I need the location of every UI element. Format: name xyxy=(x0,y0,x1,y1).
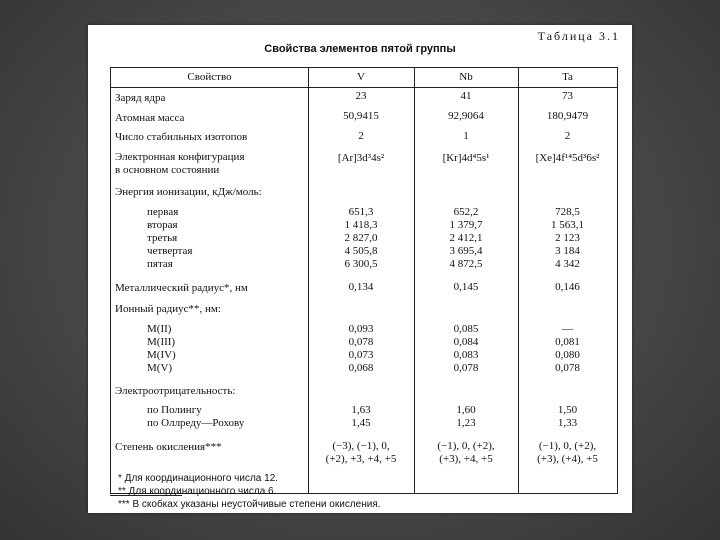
header-property: Свойство xyxy=(187,71,232,83)
row-sublabel: M(V) xyxy=(147,362,173,374)
section-label: Ионный радиус**, нм: xyxy=(115,303,221,315)
cell-ta: — xyxy=(562,323,573,335)
cell-ta: (+3), (+4), +5 xyxy=(537,453,598,465)
cell-v: 651,3 xyxy=(348,206,374,218)
cell-nb: 1 xyxy=(463,130,469,142)
footnote: * Для координационного числа 12. xyxy=(118,473,279,484)
cell-nb: 0,085 xyxy=(453,323,479,335)
table-page xyxy=(88,25,632,513)
row-label: Заряд ядра xyxy=(115,92,166,104)
cell-ta: 1 563,1 xyxy=(551,219,584,231)
row-sublabel: M(III) xyxy=(147,336,176,348)
row-sublabel: пятая xyxy=(147,258,173,270)
table-title: Свойства элементов пятой группы xyxy=(264,43,456,55)
cell-nb: 0,084 xyxy=(453,336,479,348)
cell-v: 4 505,8 xyxy=(344,245,378,257)
cell-nb: [Kr]4d⁴5s¹ xyxy=(442,152,490,164)
row-sublabel: третья xyxy=(147,232,178,244)
cell-ta: 0,078 xyxy=(555,362,580,374)
cell-nb: (+3), +4, +5 xyxy=(439,453,493,465)
cell-ta: 73 xyxy=(562,90,573,102)
header-divider xyxy=(111,87,617,88)
cell-ta: 180,9479 xyxy=(546,110,589,122)
table-number: Таблица 3.1 xyxy=(537,29,620,43)
cell-nb: 0,078 xyxy=(453,362,479,374)
cell-nb: 4 872,5 xyxy=(449,258,483,270)
cell-v: 23 xyxy=(355,90,367,102)
cell-nb: 2 412,1 xyxy=(449,232,483,244)
cell-v: 0,078 xyxy=(348,336,374,348)
cell-ta: 0,146 xyxy=(555,281,580,293)
cell-nb: 0,083 xyxy=(453,349,479,361)
cell-ta: 1,33 xyxy=(557,417,578,429)
cell-ta: 1,50 xyxy=(557,404,578,416)
cell-v: 6 300,5 xyxy=(344,258,378,270)
cell-nb: 652,2 xyxy=(453,206,479,218)
cell-v: [Ar]3d³4s² xyxy=(337,152,385,164)
cell-ta: 0,081 xyxy=(555,336,580,348)
cell-v: (−3), (−1), 0, xyxy=(332,440,390,452)
cell-v: 50,9415 xyxy=(343,110,379,122)
cell-v: 0,093 xyxy=(348,323,374,335)
row-sublabel: по Оллреду—Рохову xyxy=(147,417,245,429)
row-label: Атомная масса xyxy=(115,112,185,124)
cell-nb: 41 xyxy=(460,90,472,102)
cell-ta: 0,080 xyxy=(555,349,580,361)
cell-v: 2 xyxy=(358,130,364,142)
cell-v: 1,45 xyxy=(351,417,371,429)
cell-ta: 4 342 xyxy=(555,258,580,270)
cell-ta: 2 xyxy=(564,130,571,142)
cell-nb: 1 379,7 xyxy=(449,219,483,231)
footnote: *** В скобках указаны неустойчивые степени окисления. xyxy=(118,499,381,510)
cell-v: (+2), +3, +4, +5 xyxy=(325,453,397,465)
row-label: Металлический радиус*, нм xyxy=(115,282,248,294)
cell-ta: [Xe]4f¹⁴5d³6s² xyxy=(535,152,600,164)
cell-v: 0,134 xyxy=(348,281,374,293)
row-sublabel: четвертая xyxy=(147,245,193,257)
header-v: V xyxy=(357,71,365,83)
cell-v: 0,073 xyxy=(348,349,374,361)
cell-ta: 728,5 xyxy=(555,206,580,218)
row-sublabel: M(IV) xyxy=(147,349,176,361)
row-label: Электронная конфигурация xyxy=(115,151,245,163)
row-label: в основном состоянии xyxy=(115,164,220,176)
cell-nb: 1,60 xyxy=(456,404,476,416)
section-label: Энергия ионизации, кДж/моль: xyxy=(115,186,262,198)
cell-v: 0,068 xyxy=(348,362,374,374)
properties-table xyxy=(110,67,618,494)
row-label: Число стабильных изотопов xyxy=(115,131,248,143)
cell-ta: 3 184 xyxy=(555,245,580,257)
section-label: Электроотрицательность: xyxy=(115,385,236,397)
row-sublabel: по Полингу xyxy=(147,404,202,416)
cell-nb: 0,145 xyxy=(453,281,479,293)
header-ta: Ta xyxy=(562,71,573,83)
footnote: ** Для координационного числа 6. xyxy=(118,486,277,497)
row-sublabel: первая xyxy=(147,206,179,218)
row-sublabel: M(II) xyxy=(147,323,172,335)
cell-nb: 3 695,4 xyxy=(449,245,483,257)
cell-ta: 2 123 xyxy=(555,232,580,244)
cell-ta: (−1), 0, (+2), xyxy=(538,440,597,452)
cell-v: 2 827,0 xyxy=(344,232,378,244)
cell-v: 1 418,3 xyxy=(344,219,378,231)
row-sublabel: вторая xyxy=(147,219,178,231)
header-nb: Nb xyxy=(459,71,473,83)
cell-nb: 92,9064 xyxy=(448,110,484,122)
cell-nb: 1,23 xyxy=(456,417,476,429)
cell-v: 1,63 xyxy=(351,404,371,416)
cell-nb: (−1), 0, (+2), xyxy=(437,440,495,452)
row-label: Степень окисления*** xyxy=(115,441,222,453)
